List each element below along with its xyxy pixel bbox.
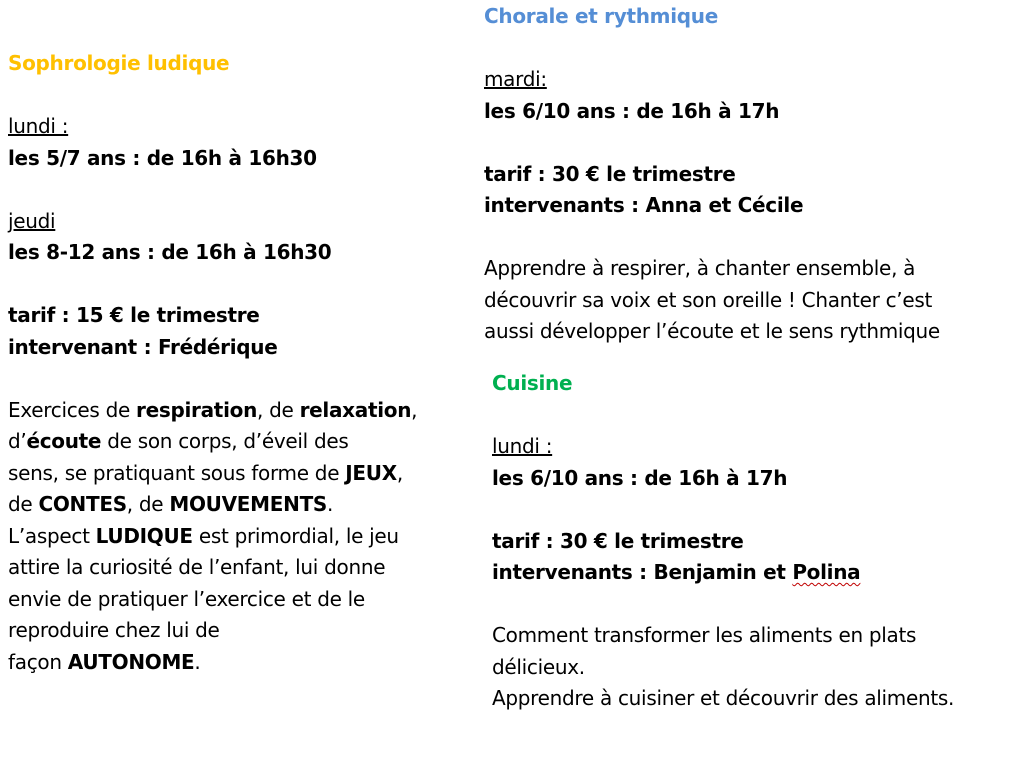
description-line: Exercices de respiration, de relaxation,: [8, 397, 418, 422]
cuisine-description-line: Apprendre à cuisiner et découvrir des aliments.: [492, 686, 955, 710]
sophrologie-title: Sophrologie ludique: [8, 51, 230, 75]
description-line: sens, se pratiquant sous forme de JEUX,: [8, 460, 403, 485]
chorale-tarif: tarif : 30 € le trimestre: [484, 161, 736, 186]
chorale-title: Chorale et rythmique: [484, 4, 719, 28]
sophrologie-slot-2: les 8-12 ans : de 16h à 16h30: [8, 240, 332, 264]
cuisine-section: [492, 368, 1012, 715]
description-line: attire la curiosité de l’enfant, lui donne: [8, 555, 386, 579]
sophrologie-day-2: jeudi: [8, 208, 56, 233]
cuisine-slot: les 6/10 ans : de 16h à 17h: [492, 465, 788, 490]
sophrologie-slot-1: les 5/7 ans : de 16h à 16h30: [8, 145, 317, 170]
sophrologie-section: [8, 48, 478, 678]
description-line: envie de pratiquer l’exercice et de le: [8, 586, 365, 611]
cuisine-description-line: Comment transformer les aliments en plats: [492, 623, 917, 647]
cuisine-title: Cuisine: [492, 371, 573, 395]
description-line: reproduire chez lui de: [8, 618, 220, 642]
chorale-intervenants: intervenants : Anna et Cécile: [484, 193, 804, 217]
description-line: d’écoute de son corps, d’éveil des: [8, 429, 349, 453]
chorale-day: mardi:: [484, 67, 547, 91]
spellcheck-flagged-word: Polina: [792, 560, 861, 584]
cuisine-tarif: tarif : 30 € le trimestre: [492, 528, 744, 553]
sophrologie-day-1: lundi :: [8, 114, 69, 138]
description-line: façon AUTONOME.: [8, 649, 201, 674]
chorale-section: [484, 1, 1009, 348]
cuisine-day: lundi :: [492, 434, 553, 458]
description-line: de CONTES, de MOUVEMENTS.: [8, 492, 334, 516]
sophrologie-tarif: tarif : 15 € le trimestre: [8, 303, 260, 327]
sophrologie-description: [8, 395, 478, 679]
description-line: L’aspect LUDIQUE est primordial, le jeu: [8, 523, 399, 548]
chorale-description-line: découvrir sa voix et son oreille ! Chanter c’est: [484, 287, 933, 312]
cuisine-intervenants: intervenants : Benjamin et Polina: [492, 560, 861, 584]
chorale-description-line: aussi développer l’écoute et le sens rythmique: [484, 319, 940, 343]
sophrologie-intervenant: intervenant : Frédérique: [8, 334, 278, 359]
chorale-description-line: Apprendre à respirer, à chanter ensemble, à: [484, 256, 916, 280]
cuisine-description-line: délicieux.: [492, 654, 585, 679]
chorale-slot: les 6/10 ans : de 16h à 17h: [484, 98, 780, 123]
